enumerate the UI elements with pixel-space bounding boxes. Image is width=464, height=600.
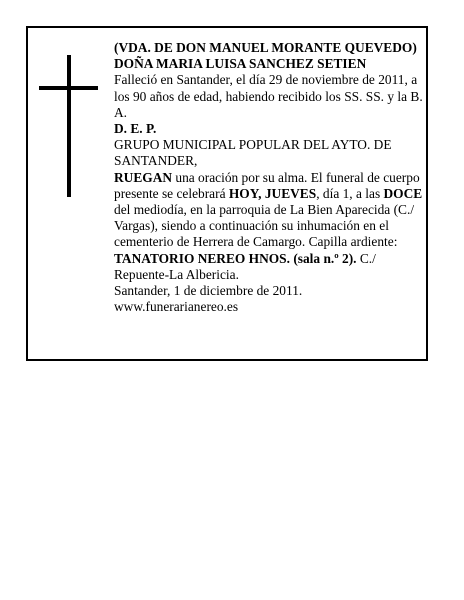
- cross-icon-bar: [39, 86, 98, 90]
- hoy-jueves: HOY, JUEVES: [228, 185, 317, 201]
- tanatorio-name: TANATORIO NEREO HNOS. (sala n.º 2).: [114, 250, 357, 266]
- widow-title: (VDA. DE DON MANUEL MORANTE QUEVEDO): [114, 40, 417, 55]
- dep-line: D. E. P.: [114, 121, 157, 137]
- cross-icon: [67, 55, 71, 197]
- death-info: Falleció en Santander, el día 29 de noviembre de 2011, a los 90 años de edad, habiendo recibido los SS. SS. y la B. A.: [114, 72, 423, 120]
- funeral-paragraph: [114, 170, 426, 283]
- ruegan-word: RUEGAN: [114, 169, 173, 185]
- website: www.funerarianereo.es: [114, 299, 239, 315]
- date-line: Santander, 1 de diciembre de 2011.: [114, 283, 303, 299]
- group-name: GRUPO MUNICIPAL POPULAR DEL AYTO. DE SANTANDER,: [114, 137, 392, 169]
- funeral-text-4: C./ Repuente-La Albericia.: [114, 250, 376, 282]
- deceased-name: DOÑA MARIA LUISA SANCHEZ SETIEN: [114, 56, 367, 72]
- doce-word: DOCE: [383, 185, 423, 201]
- funeral-text-2: , día 1, a las: [316, 185, 384, 201]
- funeral-text-3: del mediodía, en la parroquia de La Bien Aparecida (C./ Vargas), siendo a continuación su inhumación en el cementerio de Herrera de Camargo. Capilla ardiente:: [114, 202, 415, 250]
- funeral-text-1: una oración por su alma. El funeral de cuerpo presente se celebrará: [114, 169, 420, 201]
- obituary-notice: [26, 26, 428, 361]
- notice-text: [114, 40, 426, 315]
